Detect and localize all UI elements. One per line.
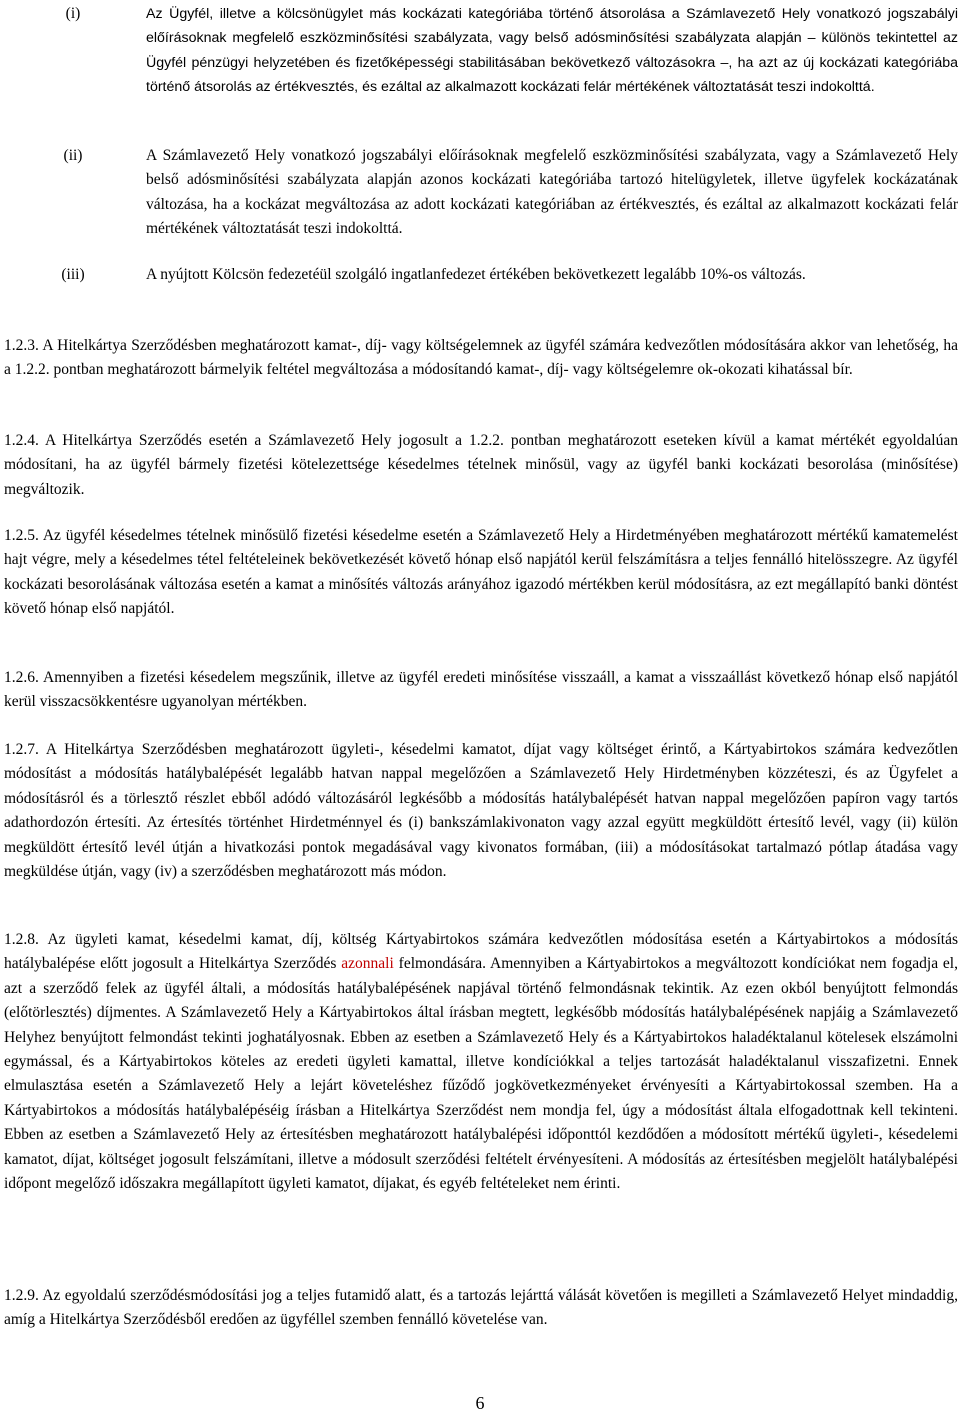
paragraph-text: 1.2.8. Az ügyleti kamat, késedelmi kamat, díj, költség Kártyabirtokos számára kedvezőtlen módosítása esetén a Kártyabirtokos a módosítás hatálybalépése előtt jogosult a Hitelkártya Szerződés xyxy=(4,931,958,973)
paragraph-1-2-8 xyxy=(4,928,958,1196)
paragraph-1-2-5: 1.2.5. Az ügyfél késedelmes tételnek minősülő fizetési késedelme esetén a Számlavezető Hely a Hirdetményében meghatározott mértékű kamatemelést hajt végre, mely a késedelmes tétel feltételeinek bekövetkezését követő hónap első napjától kerül felszámításra a teljes fennálló hitelösszegre. Az ügyfél kockázati besorolásának változása esetén a kamat a minősítés változás arányához igazodó mértékben kerül módosításra, az ezt megállapító banki döntést követő hónap első napjától. xyxy=(4,527,958,618)
list-text: A nyújtott Kölcsön fedezetéül szolgáló ingatlanfedezet értékében bekövetkezett legalább 10%-os változás. xyxy=(146,266,806,283)
paragraph-1-2-9: 1.2.9. Az egyoldalú szerződésmódosítási jog a teljes futamidő alatt, és a tartozás lejárttá válását követően is megilleti a Számlavezető Helyet mindaddig, amíg a Hitelkártya Szerződésből eredően az ügyféllel szemben fennálló követelése van. xyxy=(4,1287,958,1329)
highlighted-word: azonnali xyxy=(341,955,394,973)
paragraph-text: felmondására. Amennyiben a Kártyabirtokos a megváltozott kondíciókat nem fogadja el, azt a szerződő felek az ügyfél általi, a módosítás hatálybalépésének napjával történő felmondásnak tekintik. Az ezen okból benyújtott felmondás (előtörlesztés) díjmentes. A Számlavezető Hely a Kártyabirtokos által írásban megtett, legkésőbb módosítás hatálybalépésének napjáig a Számlavezető Helyhez benyújtott felmondást tekinti joghatályosnak. Ebben az esetben a Számlavezető Hely és a Kártyabirtokos haladéktalanul kötelesek elszámolni egymással, és a Kártyabirtokos köteles az eredeti ügyleti kamattal, illetve kondíciókkal a teljes tartozását haladéktalanul visszafizetni. Ennek elmulasztása esetén a Számlavezető Hely a lejárt követeléshez fűződő jogkövetkezményeket érvényesíti a Kártyabirtokossal szemben. Ha a Kártyabirtokos a módosítás hatálybalépéséig írásban a Hitelkártya Szerződést nem mondja fel, úgy a módosítást általa elfogadottnak kell tekinteni. Ebben az esetben a Számlavezető Hely az értesítésben meghatározott hatálybalépési időponttól kezdődően a módosított mértékű ügyleti-, késedelemi kamatot, díjat, költséget jogosult felszámítani, illetve a módosult szerződési feltételt érvényesíteni. A módosítás az értesítésben megjelölt hatálybalépési időpont megelőző időszakra megállapított ügyleti kamatot, díjakat, és egyéb feltételeket nem érinti. xyxy=(4,955,958,1193)
list-number: (iii) xyxy=(61,266,85,283)
list-number: (ii) xyxy=(63,147,83,164)
list-number: (i) xyxy=(65,5,81,22)
list-text: A Számlavezető Hely vonatkozó jogszabályi előírásoknak megfelelő eszközminősítési szabályzata, vagy a Számlavezető Hely belső adósminősítési szabályzata alapján azonos kockázati kategóriába tartozó hitelügyletek, illetve ügyfelek kockázatának változása, ha a kockázat megváltozása az adott kockázati kategóriában az értékvesztés, és ezáltal az alkalmazott kockázati felár mértékének változtatását teszi indokolttá. xyxy=(146,147,958,238)
page-number: 6 xyxy=(475,1393,485,1413)
paragraph-1-2-4: 1.2.4. A Hitelkártya Szerződés esetén a Számlavezető Hely jogosult a 1.2.2. pontban meghatározott eseteken kívül a kamat mértékét egyoldalúan módosítani, ha az ügyfél bármely fizetési kötelezettsége késedelmes tételnek minősül, vagy az ügyfél banki kockázati besorolása (minősítése) megváltozik. xyxy=(4,432,958,498)
paragraph-1-2-6: 1.2.6. Amennyiben a fizetési késedelem megszűnik, illetve az ügyfél eredeti minősítése visszaáll, a kamat a visszaállást következő hónap első napjától kerül visszacsökkentésre ugyanolyan mértékben. xyxy=(4,669,958,711)
list-text: Az Ügyfél, illetve a kölcsönügylet más kockázati kategóriába történő átsorolása a Számlavezető Hely vonatkozó jogszabályi előírásoknak megfelelő eszközminősítési szabályzata, vagy belső adósminősítési szabályzata alapján – különös tekintettel az Ügyfél pénzügyi helyzetében és fizetőképességi stabilitásában bekövetkező változásokra –, ha azt az új kockázati kategóriába történő átsorolás az értékvesztés, és ezáltal az alkalmazott kockázati felár mértékének változtatását teszi indokolttá. xyxy=(146,6,958,96)
paragraph-1-2-3: 1.2.3. A Hitelkártya Szerződésben meghatározott kamat-, díj- vagy költségelemnek az ügyfél számára kedvezőtlen módosítására akkor van lehetőség, ha a 1.2.2. pontban meghatározott bármelyik feltétel megváltozása a módosítandó kamat-, díj- vagy költségelemre ok-okozati kihatással bír. xyxy=(4,337,958,379)
paragraph-1-2-7: 1.2.7. A Hitelkártya Szerződésben meghatározott ügyleti-, késedelmi kamatot, díjat vagy költséget érintő, a Kártyabirtokos számára kedvezőtlen módosítást a módosítás hatálybalépését legalább hatvan nappal megelőzően a Számlavezető Hely Hirdetményben közzéteszi, és az Ügyfelet a módosításról és a törlesztő részlet ebből adódó változásáról legkésőbb a módosítás hatálybalépését hatvan nappal megelőzően papíron vagy tartós adathordozón értesíti. Az értesítés történhet Hirdetménnyel és (i) bankszámlakivonaton vagy azzal együtt megküldött értesítő levél, vagy (ii) külön megküldött értesítő levél útján a hivatkozási pontok megadásával vagy kivonatos formában, (iii) a módosításokat tartalmazó pótlap átadása vagy megküldése útján, vagy (iv) a szerződésben meghatározott más módon. xyxy=(4,741,958,881)
